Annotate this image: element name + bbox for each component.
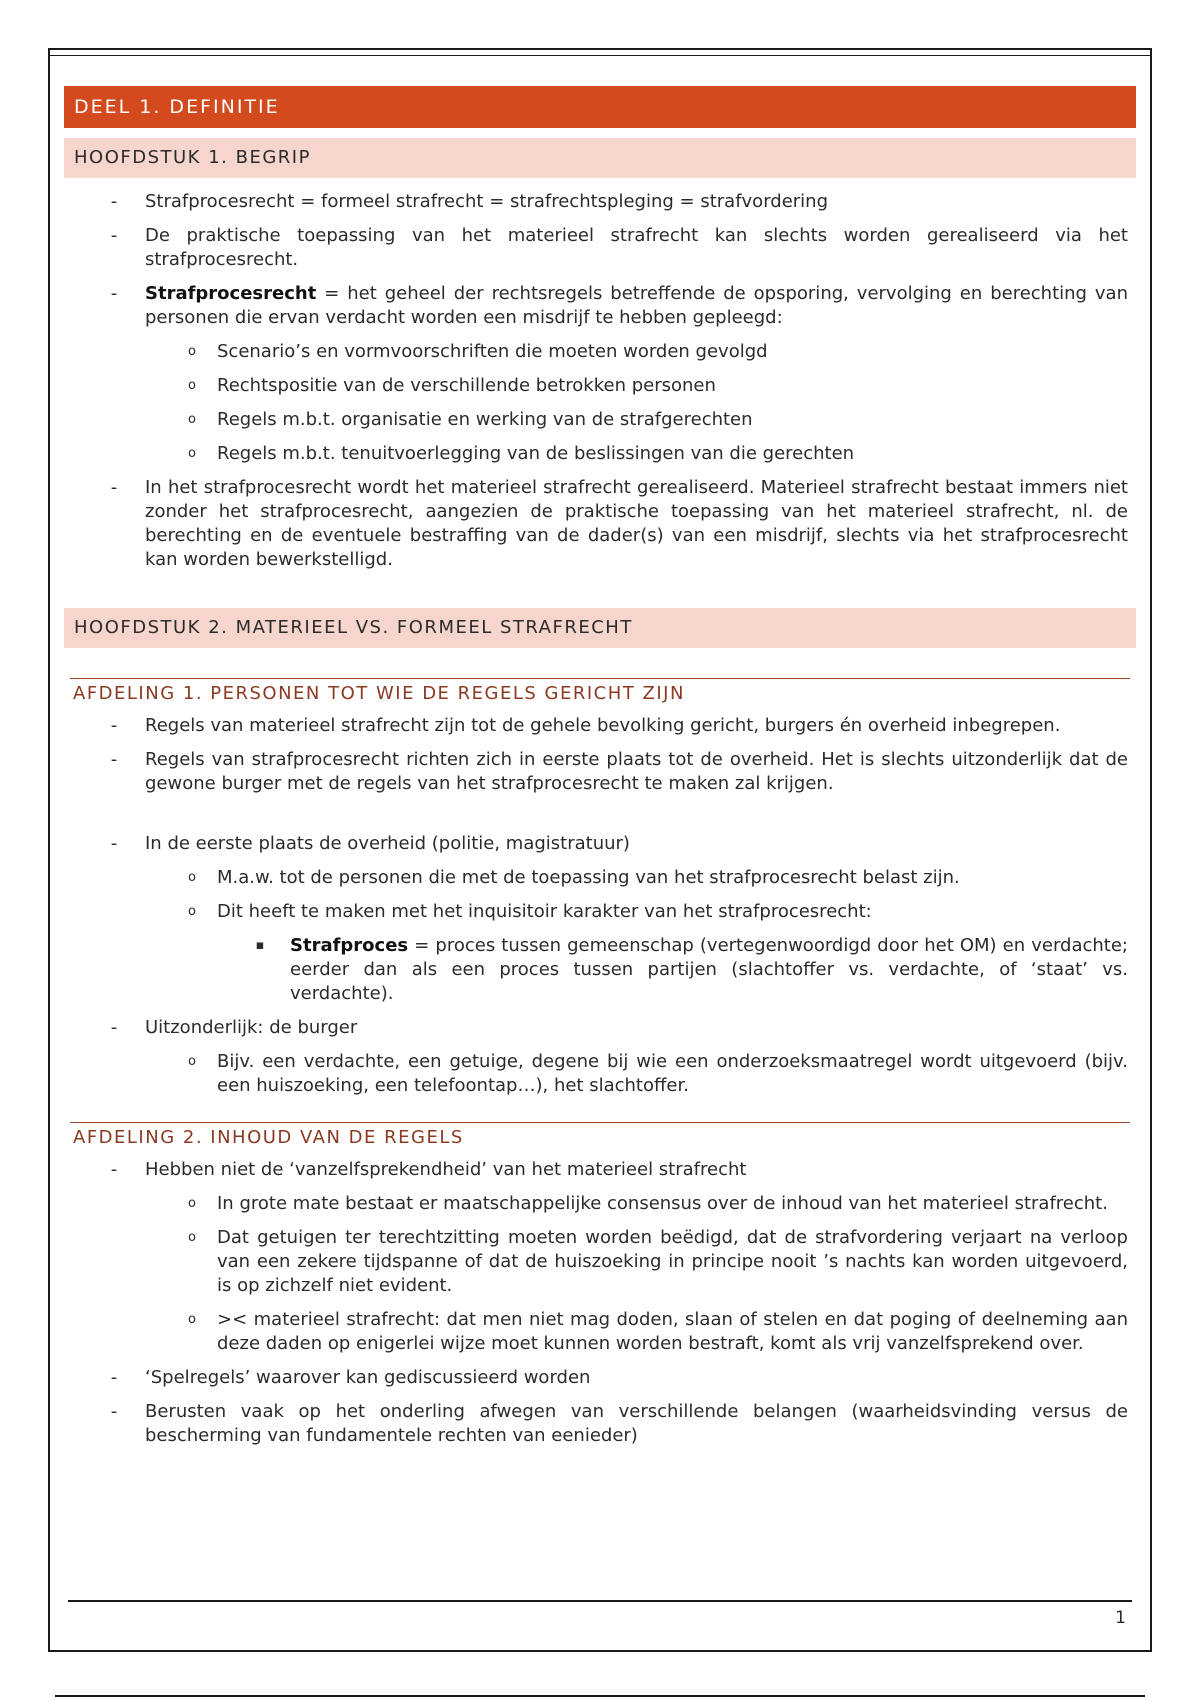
sub-list-item <box>188 1226 1128 1298</box>
item-text: Hebben niet de ‘vanzelfsprekendheid’ van het materieel strafrecht <box>145 1159 747 1180</box>
sub-sub-list-item <box>255 934 1128 1006</box>
chapter-1-heading: HOOFDSTUK 1. BEGRIP <box>64 138 1136 178</box>
item-text: Regels m.b.t. organisatie en werking van de strafgerechten <box>217 409 753 430</box>
chapter-2-heading: HOOFDSTUK 2. MATERIEEL VS. FORMEEL STRAFRECHT <box>64 608 1136 648</box>
sub-list-item <box>188 374 1128 398</box>
dash-bullet: - <box>110 1159 118 1180</box>
dash-bullet: - <box>110 715 118 736</box>
sub-list-item <box>188 408 1128 432</box>
item-text: Strafprocesrecht = formeel strafrecht = strafrechtspleging = strafvordering <box>145 191 829 212</box>
list-item <box>110 224 1128 272</box>
section-2-heading: AFDELING 2. INHOUD VAN DE REGELS <box>70 1122 1130 1148</box>
dash-bullet: - <box>110 477 118 498</box>
list-item <box>110 1400 1128 1448</box>
list-item <box>110 476 1128 572</box>
circle-bullet: o <box>188 904 196 919</box>
list-item <box>110 1158 1128 1182</box>
item-text: Regels m.b.t. tenuitvoerlegging van de beslissingen van die gerechten <box>217 443 855 464</box>
dash-bullet: - <box>110 1367 118 1388</box>
sub-list-item <box>188 1050 1128 1098</box>
item-text: Berusten vaak op het onderling afwegen van verschillende belangen (waarheidsvinding versus de bescherming van fundamentele rechten van eenieder) <box>145 1401 1128 1446</box>
definition-term: Strafprocesrecht <box>145 283 317 304</box>
item-text: Bijv. een verdachte, een getuige, degene bij wie een onderzoeksmaatregel wordt uitgevoerd (bijv. een huiszoeking, een telefoontap…), het slachtoffer. <box>217 1051 1128 1096</box>
next-page-edge <box>55 1695 1145 1697</box>
list-item <box>110 748 1128 796</box>
circle-bullet: o <box>188 446 196 461</box>
item-text: = het geheel der rechtsregels betreffende de opsporing, vervolging en berechting van personen die ervan verdacht worden een misdrijf te hebben gepleegd: <box>145 283 1128 328</box>
sub-list-item <box>188 866 1128 890</box>
dash-bullet: - <box>110 1017 118 1038</box>
item-text: Dit heeft te maken met het inquisitoir karakter van het strafprocesrecht: <box>217 901 872 922</box>
list-item <box>110 714 1128 738</box>
item-text: Regels van materieel strafrecht zijn tot de gehele bevolking gericht, burgers én overheid inbegrepen. <box>145 715 1061 736</box>
circle-bullet: o <box>188 412 196 427</box>
sub-list-item <box>188 1308 1128 1356</box>
list-item <box>110 190 1128 214</box>
definition-term: Strafproces <box>290 935 409 956</box>
list-item <box>110 1366 1128 1390</box>
page-number: 1 <box>1115 1608 1126 1628</box>
item-text: De praktische toepassing van het materieel strafrecht kan slechts worden gerealiseerd via het strafprocesrecht. <box>145 225 1128 270</box>
square-bullet: ▪ <box>255 938 265 953</box>
dash-bullet: - <box>110 191 118 212</box>
item-text: ‘Spelregels’ waarover kan gediscussieerd worden <box>145 1367 591 1388</box>
circle-bullet: o <box>188 1230 196 1245</box>
item-text: Uitzonderlijk: de burger <box>145 1017 358 1038</box>
list-item <box>110 1016 1128 1040</box>
sub-list-item <box>188 1192 1128 1216</box>
item-text: = proces tussen gemeenschap (vertegenwoordigd door het OM) en verdachte; eerder dan als een proces tussen partijen (slachtoffer vs. verdachte, of ‘staat’ vs. verdachte). <box>290 935 1128 1004</box>
circle-bullet: o <box>188 1312 196 1327</box>
item-text: Rechtspositie van de verschillende betrokken personen <box>217 375 716 396</box>
section-1-heading: AFDELING 1. PERSONEN TOT WIE DE REGELS GERICHT ZIJN <box>70 678 1130 704</box>
circle-bullet: o <box>188 870 196 885</box>
dash-bullet: - <box>110 833 118 854</box>
item-text: Regels van strafprocesrecht richten zich in eerste plaats tot de overheid. Het is slechts uitzonderlijk dat de gewone burger met de regels van het strafprocesrecht te maken zal krijgen. <box>145 749 1128 794</box>
dash-bullet: - <box>110 749 118 770</box>
part-heading: DEEL 1. DEFINITIE <box>64 86 1136 128</box>
circle-bullet: o <box>188 378 196 393</box>
list-item <box>110 282 1128 330</box>
circle-bullet: o <box>188 1196 196 1211</box>
sub-list-item <box>188 442 1128 466</box>
sub-list-item <box>188 900 1128 924</box>
sub-list-item <box>188 340 1128 364</box>
item-text: M.a.w. tot de personen die met de toepassing van het strafprocesrecht belast zijn. <box>217 867 960 888</box>
page-content <box>64 86 1136 1650</box>
circle-bullet: o <box>188 344 196 359</box>
item-text: In grote mate bestaat er maatschappelijke consensus over de inhoud van het materieel strafrecht. <box>217 1193 1108 1214</box>
footer-rule <box>68 1600 1132 1602</box>
item-text: Dat getuigen ter terechtzitting moeten worden beëdigd, dat de strafvordering verjaart na verloop van een zekere tijdspanne of dat de huiszoeking in principe nooit ’s nachts kan worden uitgevoerd, is op zichzelf niet evident. <box>217 1227 1128 1296</box>
dash-bullet: - <box>110 283 118 304</box>
list-item <box>110 832 1128 856</box>
dash-bullet: - <box>110 225 118 246</box>
dash-bullet: - <box>110 1401 118 1422</box>
item-text: In het strafprocesrecht wordt het materieel strafrecht gerealiseerd. Materieel strafrecht bestaat immers niet zonder het strafprocesrecht, aangezien de praktische toepassing van het materieel strafrecht, nl. de berechting en de eventuele bestraffing van de dader(s) van een misdrijf, slechts via het strafprocesrecht kan worden bewerkstelligd. <box>145 477 1128 570</box>
item-text: In de eerste plaats de overheid (politie, magistratuur) <box>145 833 630 854</box>
item-text: Scenario’s en vormvoorschriften die moeten worden gevolgd <box>217 341 768 362</box>
item-text: >< materieel strafrecht: dat men niet mag doden, slaan of stelen en dat poging of deelneming aan deze daden op enigerlei wijze moet kunnen worden bestraft, komt als vrij vanzelfsprekend over. <box>217 1309 1128 1354</box>
circle-bullet: o <box>188 1054 196 1069</box>
page-frame <box>48 48 1152 1652</box>
